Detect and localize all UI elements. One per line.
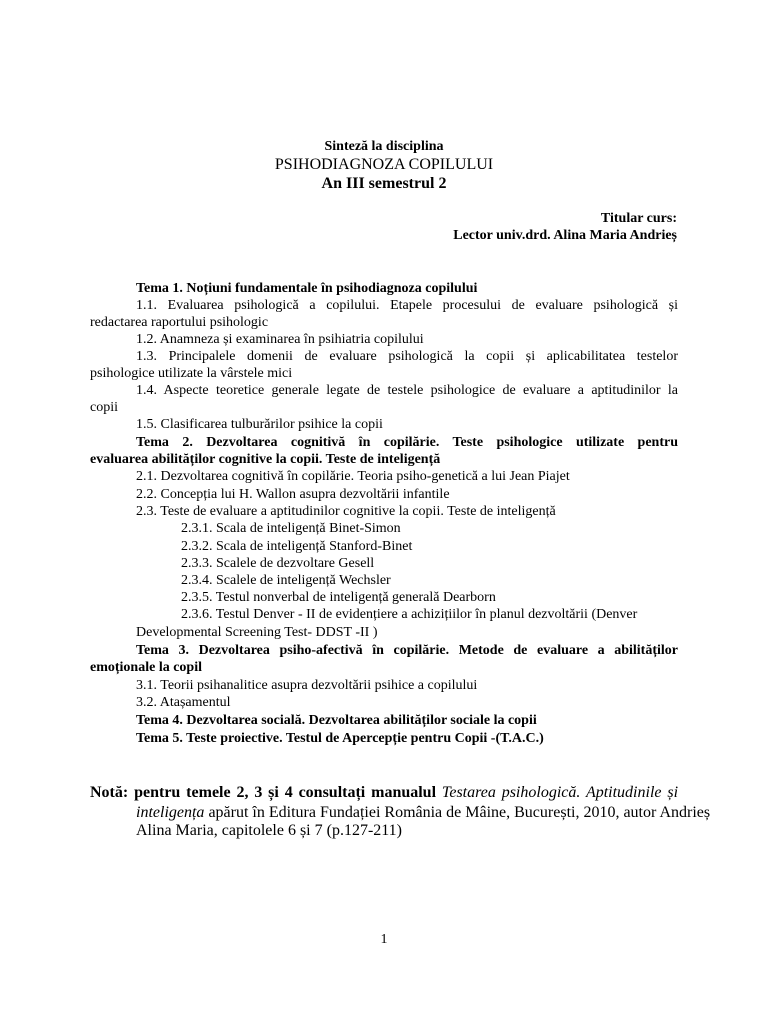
- item-2-2: 2.2. Concepția lui H. Wallon asupra dezvoltării infantile: [136, 487, 450, 502]
- titular-name: Lector univ.drd. Alina Maria Andrieș: [453, 228, 677, 243]
- item-1-3-cont: psihologice utilizate la vârstele mici: [90, 366, 293, 381]
- tema5-title: Tema 5. Teste proiective. Testul de Apercepție pentru Copii -(T.A.C.): [136, 731, 544, 746]
- item-2-3-5: 2.3.5. Testul nonverbal de inteligență generală Dearborn: [181, 590, 496, 605]
- note-publisher: apărut în Editura Fundației România de Mâine, București, 2010, autor Andrieș: [204, 804, 711, 821]
- item-3-1: 3.1. Teorii psihanalitice asupra dezvoltării psihice a copilului: [136, 678, 478, 693]
- item-2-3-2: 2.3.2. Scala de inteligență Stanford-Binet: [181, 539, 413, 554]
- year-semester: An III semestrul 2: [321, 175, 447, 192]
- item-1-2: 1.2. Anamneza și examinarea în psihiatria copilului: [136, 332, 424, 347]
- subtitle-line: Sinteză la disciplina: [324, 139, 444, 154]
- tema2-title: Tema 2. Dezvoltarea cognitivă în copilărie. Teste psihologice utilizate pentru: [136, 435, 678, 450]
- titular-label: Titular curs:: [600, 211, 677, 226]
- note-bold-text: pentru temele 2, 3 și 4 consultați manualul: [134, 784, 437, 801]
- item-2-3-4: 2.3.4. Scalele de inteligență Wechsler: [181, 573, 391, 588]
- item-2-3-6-cont: Developmental Screening Test- DDST -II ): [136, 625, 378, 640]
- item-1-4-cont: copii: [90, 400, 118, 415]
- note-book-title: Testarea psihologică. Aptitudinile și: [441, 784, 679, 801]
- item-2-3-1: 2.3.1. Scala de inteligență Binet-Simon: [181, 521, 401, 536]
- item-2-3: 2.3. Teste de evaluare a aptitudinilor cognitive la copii. Teste de inteligență: [136, 504, 556, 519]
- note-line-3: Alina Maria, capitolele 6 și 7 (p.127-211): [136, 822, 402, 839]
- note-book-title-cont: inteligența: [136, 804, 205, 821]
- tema3-title: Tema 3. Dezvoltarea psiho-afectivă în copilărie. Metode de evaluare a abilităților: [136, 643, 678, 658]
- tema1-title: Tema 1. Noțiuni fundamentale în psihodiagnoza copilului: [136, 281, 478, 296]
- item-2-3-6: 2.3.6. Testul Denver - II de evidențiere a achizițiilor în planul dezvoltării (Denver: [181, 607, 638, 622]
- item-2-3-3: 2.3.3. Scalele de dezvoltare Gesell: [181, 556, 375, 571]
- tema4-title: Tema 4. Dezvoltarea socială. Dezvoltarea abilităților sociale la copii: [136, 713, 537, 728]
- note-label: Notă:: [90, 784, 129, 801]
- item-1-1: 1.1. Evaluarea psihologică a copilului. Etapele procesului de evaluare psihologică și: [136, 298, 678, 313]
- course-title: PSIHODIAGNOZA COPILULUI: [274, 156, 494, 173]
- page-number: 1: [380, 932, 388, 947]
- item-1-4: 1.4. Aspecte teoretice generale legate de testele psihologice de evaluare a aptitudinilor la: [136, 383, 678, 398]
- item-1-3: 1.3. Principalele domenii de evaluare psihologică la copii și aplicabilitatea testelor: [136, 349, 678, 364]
- item-1-5: 1.5. Clasificarea tulburărilor psihice la copii: [136, 417, 383, 432]
- item-3-2: 3.2. Atașamentul: [136, 695, 231, 710]
- note-line-2: [136, 803, 711, 822]
- tema3-title-cont: emoționale la copil: [90, 660, 202, 675]
- item-2-1: 2.1. Dezvoltarea cognitivă în copilărie. Teoria psiho-genetică a lui Jean Piajet: [136, 469, 570, 484]
- tema2-title-cont: evaluarea abilităților cognitive la copii. Teste de inteligență: [90, 452, 441, 467]
- item-1-1-cont: redactarea raportului psihologic: [90, 315, 269, 330]
- note-line-1: [90, 783, 678, 802]
